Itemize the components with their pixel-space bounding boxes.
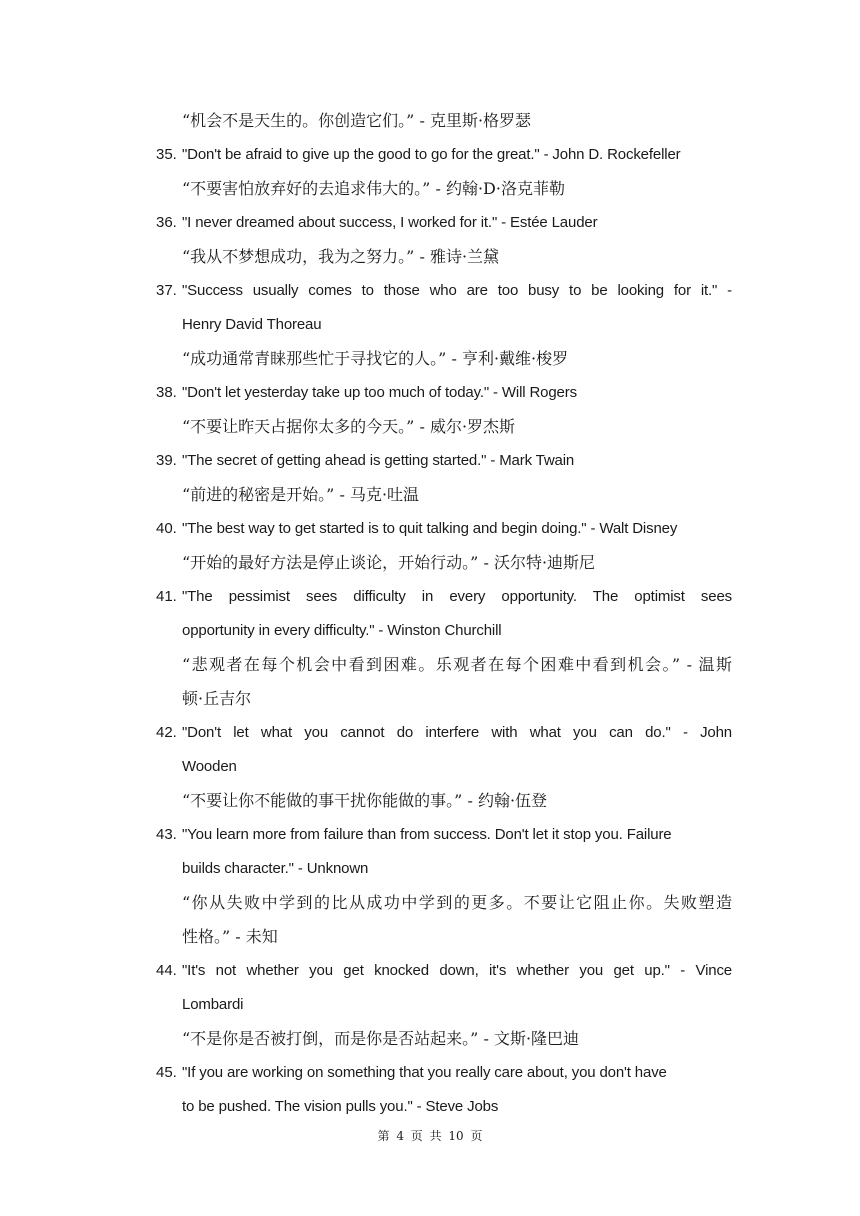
quote-37-english-line-1: "Success usually comes to those who are too busy to be looking for it." - [182,282,732,299]
quote-38-chinese: “不要让昨天占据你太多的今天。” - 威尔·罗杰斯 [182,417,516,436]
quote-36-chinese: “我从不梦想成功，我为之努力。” - 雅诗·兰黛 [182,247,500,266]
quote-44-english-line-1: "It's not whether you get knocked down, it's whether you get up." - Vince [182,962,732,979]
quote-45-english-line-1: "If you are working on something that you really care about, you don't have [182,1064,667,1081]
quote-43-english-line-1: "You learn more from failure than from success. Don't let it stop you. Failure [182,826,672,843]
quote-number-35: 35. [156,146,177,163]
quote-44-english-line-2: Lombardi [182,996,244,1013]
quote-42-chinese: “不要让你不能做的事干扰你能做的事。” - 约翰·伍登 [182,791,548,810]
quote-44-chinese: “不是你是否被打倒，而是你是否站起来。” - 文斯·隆巴迪 [182,1029,580,1048]
quote-36-english: "I never dreamed about success, I worked for it." - Estée Lauder [182,214,598,231]
quote-42-english-line-1: "Don't let what you cannot do interfere with what you can do." - John [182,724,732,741]
lead-in-quote-chinese: “机会不是天生的。你创造它们。” - 克里斯·格罗瑟 [182,111,532,130]
quote-number-36: 36. [156,214,177,231]
quote-41-english-line-1: "The pessimist sees difficulty in every opportunity. The optimist sees [182,588,732,605]
quote-37-english-line-2: Henry David Thoreau [182,316,322,333]
quote-37-chinese: “成功通常青睐那些忙于寻找它的人。” - 亨利·戴维·梭罗 [182,349,569,368]
quote-43-english-line-2: builds character." - Unknown [182,860,369,877]
quote-number-42: 42. [156,724,177,741]
quote-number-37: 37. [156,282,177,299]
page-footer: 第 4 页 共 10 页 [377,1129,483,1143]
quote-41-english-line-2: opportunity in every difficulty." - Winston Churchill [182,622,502,639]
quote-38-english: "Don't let yesterday take up too much of today." - Will Rogers [182,384,577,401]
quote-number-43: 43. [156,826,177,843]
quote-43-chinese-line-2: 性格。” - 未知 [182,927,278,946]
quote-42-english-line-2: Wooden [182,758,237,775]
quote-41-chinese-line-1: “悲观者在每个机会中看到困难。乐观者在每个困难中看到机会。” - 温斯 [182,655,732,674]
quote-number-40: 40. [156,520,177,537]
quote-39-chinese: “前进的秘密是开始。” - 马克·吐温 [182,485,420,504]
quote-number-38: 38. [156,384,177,401]
quote-number-41: 41. [156,588,177,605]
quote-39-english: "The secret of getting ahead is getting started." - Mark Twain [182,452,575,469]
quote-number-44: 44. [156,962,177,979]
quote-35-english: "Don't be afraid to give up the good to go for the great." - John D. Rockefeller [182,146,681,163]
quote-40-english: "The best way to get started is to quit talking and begin doing." - Walt Disney [182,520,678,537]
quote-number-45: 45. [156,1064,177,1081]
quote-45-english-line-2: to be pushed. The vision pulls you." - Steve Jobs [182,1098,499,1115]
quote-41-chinese-line-2: 顿·丘吉尔 [182,689,252,708]
quote-35-chinese: “不要害怕放弃好的去追求伟大的。” - 约翰·D·洛克菲勒 [182,179,565,198]
quote-43-chinese-line-1: “你从失败中学到的比从成功中学到的更多。不要让它阻止你。失败塑造 [182,893,732,912]
quote-40-chinese: “开始的最好方法是停止谈论，开始行动。” - 沃尔特·迪斯尼 [182,553,596,572]
quote-number-39: 39. [156,452,177,469]
